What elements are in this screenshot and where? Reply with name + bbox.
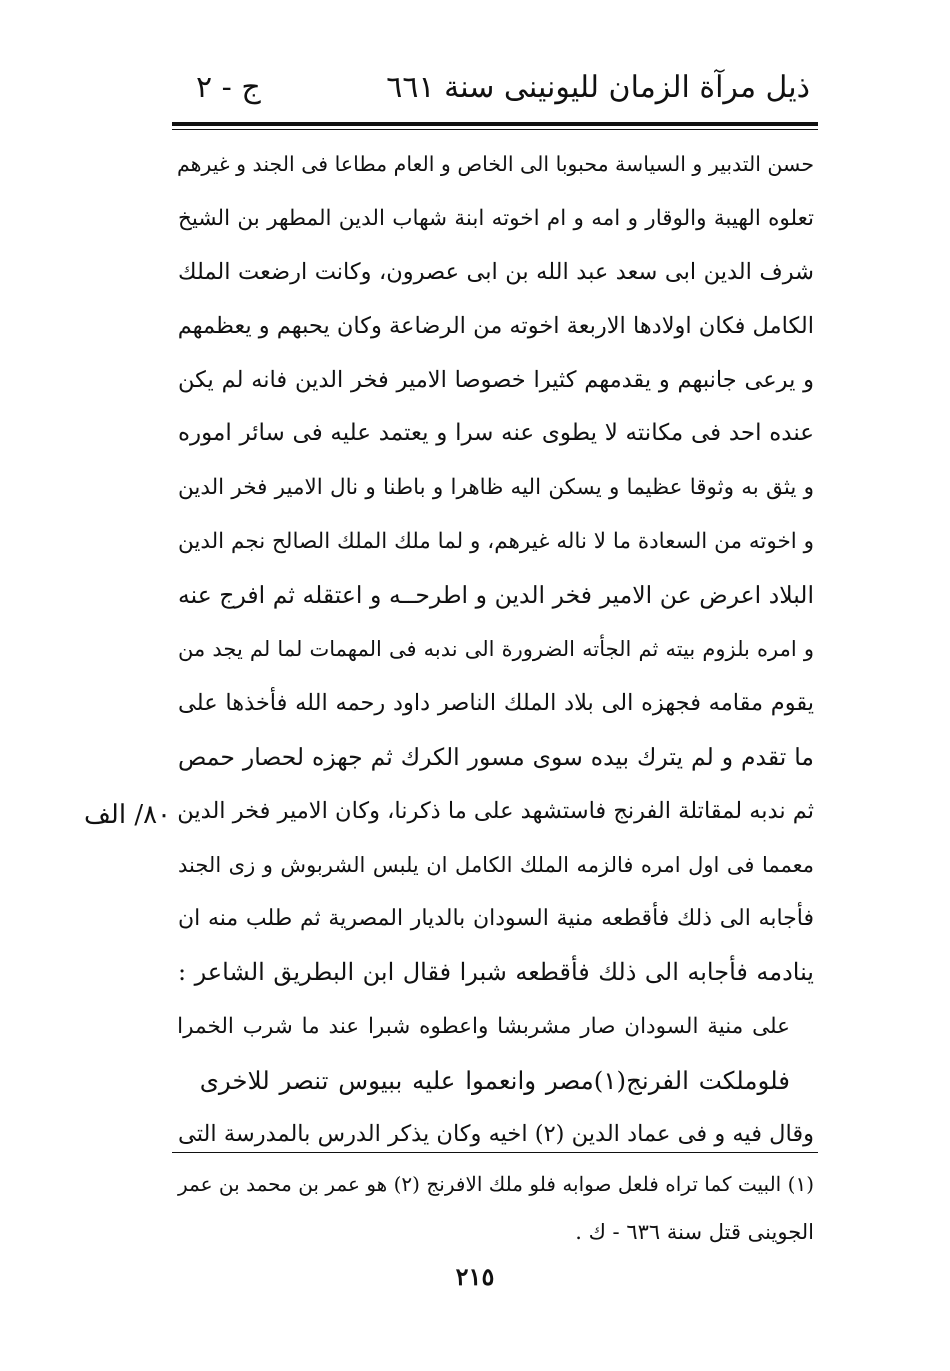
running-title: ذيل مرآة الزمان لليونينى سنة ٦٦١ — [386, 70, 810, 105]
folio-margin-note: ٨٠/ الف — [84, 800, 172, 830]
volume-number: ج - ٢ — [196, 70, 261, 105]
verse-line: فلوملكت الفرنج(١)مصر وانعموا عليه ببيوس تنصر للاخرى — [199, 1066, 790, 1096]
text-line: شرف الدين ابى سعد عبد الله بن ابى عصرون، وكانت ارضعت الملك — [178, 258, 814, 285]
footnotes — [178, 1160, 814, 1256]
footnote-line: الجوينى قتل سنة ٦٣٦ - ك . — [575, 1220, 814, 1244]
main-text — [178, 138, 814, 1162]
verse-line: على منية السودان صار مشربشا واعطوه شبرا عند ما شرب الخمرا — [177, 1014, 790, 1040]
page-header — [170, 66, 818, 118]
text-line: معمما فى اول امره فالزمه الملك الكامل ان يلبس الشربوش و زى الجند — [178, 852, 814, 877]
text-line: ثم ندبه لمقاتلة الفرنج فاستشهد على ما ذكرنا، وكان الامير فخر الدين — [177, 797, 814, 824]
text-line: و يرعى جانبهم و يقدمهم كثيرا خصوصا الامير فخر الدين فانه لم يكن — [178, 366, 814, 393]
text-line: فأجابه الى ذلك فأقطعه منية السودان بالديار المصرية ثم طلب منه ان — [178, 906, 814, 932]
text-line: الكامل فكان اولادها الاربعة اخوته من الرضاعة وكان يحبهم و يعظمهم — [177, 312, 814, 339]
page-number: ٢١٥ — [455, 1262, 495, 1291]
header-rule-thick — [172, 122, 818, 126]
text-line: البلاد اعرض عن الامير فخر الدين و اطرحــه و اعتقله ثم افرج عنه — [178, 581, 814, 610]
text-line: حسن التدبير و السياسة محبوبا الى الخاص و العام مطاعا فى الجند و غيرهم — [176, 152, 814, 176]
text-line: وقال فيه و فى عماد الدين (٢) اخيه وكان يذكر الدرس بالمدرسة التى — [178, 1121, 814, 1148]
text-line: ما تقدم و لم يترك بيده سوى مسور الكرك ثم جهزه لحصار حمص — [178, 742, 814, 771]
text-line: و اخوته من السعادة ما لا ناله غيرهم، و لما ملك الملك الصالح نجم الدين — [178, 529, 814, 555]
footnote-line: (١) البيت كما تراه فلعل صوابه فلو ملك الافرنج (٢) هو عمر بن محمد بن عمر — [178, 1172, 814, 1196]
text-line: ينادمه فأجابه الى ذلك فأقطعه شبرا فقال ابن البطريق الشاعر : — [178, 958, 814, 987]
text-line: و امره بلزوم بيته ثم الجأته الضرورة الى ندبه فى المهمات لما لم يجد من — [178, 637, 814, 662]
text-line: عنده احد فى مكانته لا يطوى عنه سرا و يعتمد عليه فى سائر اموره — [178, 420, 814, 447]
text-line: يقوم مقامه فجهزه الى بلاد الملك الناصر داود رحمه الله فأخذها على — [178, 689, 814, 716]
footnote-rule — [172, 1152, 818, 1153]
text-line: تعلوه الهيبة والوقار و امه و ام اخوته ابنة شهاب الدين المطهر بن الشيخ — [178, 205, 814, 231]
text-line: و يثق به وثوقا عظيما و يسكن اليه ظاهرا و باطنا و نال الامير فخر الدين — [178, 475, 814, 501]
header-rule-thin — [172, 129, 818, 130]
